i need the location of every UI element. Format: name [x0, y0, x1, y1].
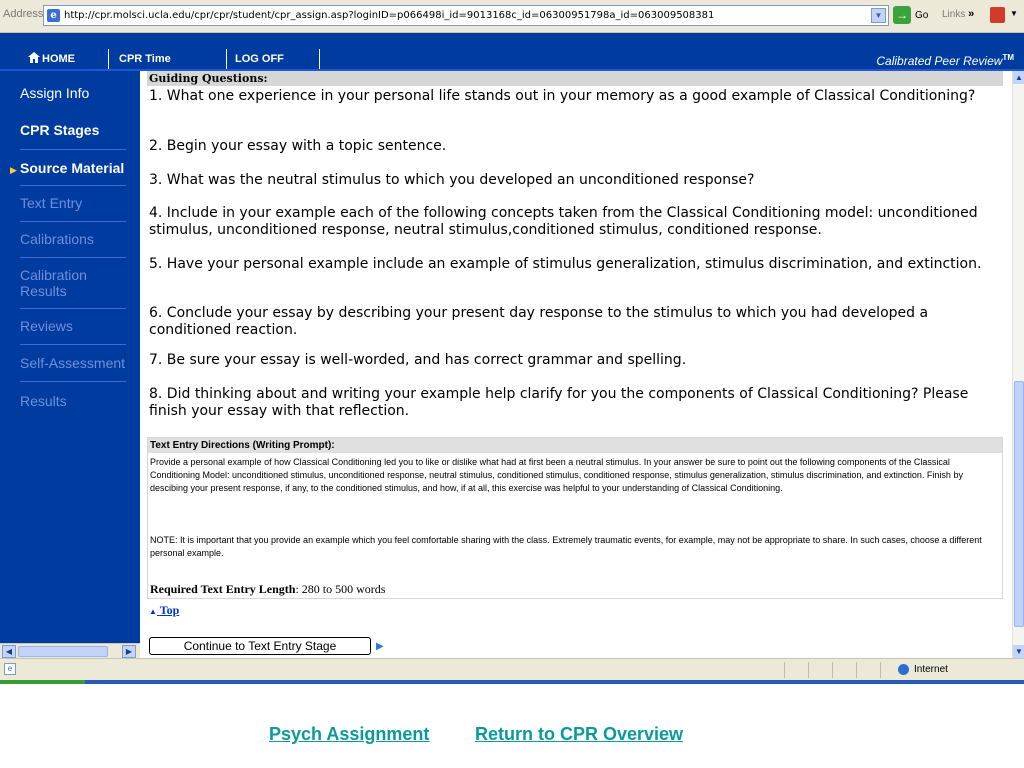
- sidebar-divider: [20, 185, 126, 186]
- ie-page-icon: e: [47, 9, 60, 22]
- required-length-label: Required Text Entry Length: [150, 582, 296, 596]
- sidebar-divider: [20, 381, 126, 382]
- status-divider: [856, 662, 857, 678]
- scroll-thumb[interactable]: [18, 646, 108, 657]
- sidebar-divider: [20, 149, 126, 150]
- nav-cpr-time[interactable]: CPR Time: [119, 53, 171, 65]
- links-button[interactable]: [942, 8, 974, 20]
- writing-prompt-text: Provide a personal example of how Classical Conditioning led you to like or dislike what had at first been a neutral stimulus. In your answer be sure to point out the following components of the Classical Conditioning Model: unconditioned stimulus, unconditioned response, neutral stimulus, conditioned stimulus, conditioned response, stimulus generalization, stimulus discrimination, and extinction. Finish by descibing your present response, if any, to the conditioned stimulus, and how, if at all, this exercise was helpful to your understanding of Classical Conditioning.: [150, 457, 963, 493]
- security-zone-label: Internet: [914, 664, 948, 675]
- question-item: 4. Include in your example each of the following concepts taken from the Classical Conditioning model: unconditioned stimulus, unconditioned response, neutral stimulus,conditioned stimulus, conditioned response.: [149, 205, 978, 238]
- toolbar-addon-icon[interactable]: [990, 7, 1005, 23]
- sidebar-item-source-material[interactable]: Source Material: [20, 160, 125, 176]
- sidebar-item-text-entry: Text Entry: [20, 195, 83, 211]
- address-label: Address: [3, 8, 44, 20]
- question-item: 1. What one experience in your personal life stands out in your memory as a good example of Classical Conditioning?: [149, 88, 976, 104]
- question-item: 5. Have your personal example include an example of stimulus generalization, stimulus discrimination, and extinction.: [149, 256, 982, 272]
- sidebar-heading-cpr-stages: CPR Stages: [20, 122, 100, 138]
- required-length-value: : 280 to 500 words: [295, 582, 386, 596]
- scroll-left-icon[interactable]: ◀: [2, 645, 16, 658]
- chevron-down-icon[interactable]: ▼: [871, 8, 886, 23]
- taskbar-strip: [0, 680, 1024, 684]
- go-arrow-icon: →: [893, 6, 911, 24]
- url-input[interactable]: [43, 5, 889, 26]
- main-content: [140, 71, 1012, 658]
- scroll-right-icon[interactable]: ▶: [122, 645, 136, 658]
- sidebar-item-self-assessment: Self-Assessment: [20, 355, 126, 371]
- sidebar-divider: [20, 257, 126, 258]
- status-divider: [784, 662, 785, 678]
- brand-name: Calibrated Peer Review: [876, 54, 1003, 68]
- top-link[interactable]: [149, 603, 179, 618]
- status-bar: [0, 658, 1024, 680]
- arrow-right-icon: ▶: [376, 641, 384, 652]
- nav-divider: [226, 49, 227, 69]
- go-button[interactable]: [893, 6, 937, 25]
- text-entry-directions: [147, 437, 1003, 599]
- sidebar-item-calibrations: Calibrations: [20, 231, 94, 247]
- sidebar-item-calibration-results: Calibration Results: [20, 267, 87, 299]
- return-to-cpr-overview-link[interactable]: Return to CPR Overview: [475, 724, 684, 744]
- scroll-up-icon[interactable]: ▲: [1013, 71, 1024, 84]
- question-item: 7. Be sure your essay is well-worded, and has correct grammar and spelling.: [149, 352, 687, 368]
- addon-dropdown-icon[interactable]: ▼: [1010, 9, 1018, 18]
- guiding-questions-header: Guiding Questions:: [147, 71, 1003, 86]
- current-stage-arrow-icon: ▶: [10, 165, 17, 175]
- status-divider: [880, 662, 881, 678]
- question-item: 6. Conclude your essay by describing your present day response to the stimulus to which you had developed a conditioned reaction.: [149, 305, 929, 338]
- nav-home[interactable]: HOME: [42, 53, 75, 65]
- address-bar: [0, 0, 1024, 33]
- sidebar-item-results: Results: [20, 393, 67, 409]
- sidebar-horizontal-scrollbar[interactable]: [0, 643, 140, 658]
- links-label: Links: [942, 9, 966, 20]
- sidebar-divider: [20, 221, 126, 222]
- question-item: 8. Did thinking about and writing your example help clarify for you the components of Classical Conditioning? Please finish your essay with that reflection.: [149, 386, 969, 419]
- globe-icon: [898, 664, 909, 675]
- continue-to-text-entry-button[interactable]: Continue to Text Entry Stage: [149, 637, 371, 655]
- scroll-thumb[interactable]: [1014, 381, 1024, 627]
- question-item: 3. What was the neutral stimulus to which you developed an unconditioned response?: [149, 172, 755, 188]
- home-icon: [28, 52, 40, 63]
- page-status-icon: e: [4, 663, 16, 675]
- nav-divider: [319, 49, 320, 69]
- question-item: 2. Begin your essay with a topic sentence.: [149, 138, 447, 154]
- chevron-right-double-icon: »: [968, 8, 975, 20]
- sidebar-divider: [20, 344, 126, 345]
- sidebar-item-reviews: Reviews: [20, 318, 73, 334]
- top-nav: [0, 33, 1024, 71]
- sidebar-divider: [20, 308, 126, 309]
- sidebar: [0, 71, 140, 648]
- note-text: NOTE: It is important that you provide an example which you feel comfortable sharing with the class. Extremely traumatic events, for example, may not be appropriate to share. In such cases, choose a different personal example.: [150, 535, 982, 558]
- required-length: [150, 582, 385, 597]
- vertical-scrollbar[interactable]: [1012, 71, 1024, 658]
- top-link-label: Top: [159, 603, 180, 617]
- brand-tm: TM: [1002, 53, 1014, 62]
- brand-title: [876, 53, 1014, 68]
- sidebar-item-assign-info[interactable]: Assign Info: [20, 85, 90, 101]
- psych-assignment-link[interactable]: Psych Assignment: [269, 724, 430, 744]
- nav-logoff[interactable]: LOG OFF: [235, 53, 284, 65]
- text-entry-header: Text Entry Directions (Writing Prompt):: [148, 438, 1002, 453]
- url-text: http://cpr.molsci.ucla.edu/cpr/cpr/student/cpr_assign.asp?loginID=p066498i_id=9013168c_id=06300951798a_id=063009508381: [64, 10, 715, 21]
- scroll-down-icon[interactable]: ▼: [1013, 645, 1024, 658]
- nav-divider: [108, 49, 109, 69]
- triangle-up-icon: ▲: [149, 607, 157, 616]
- go-label: Go: [915, 10, 929, 21]
- status-divider: [808, 662, 809, 678]
- status-divider: [832, 662, 833, 678]
